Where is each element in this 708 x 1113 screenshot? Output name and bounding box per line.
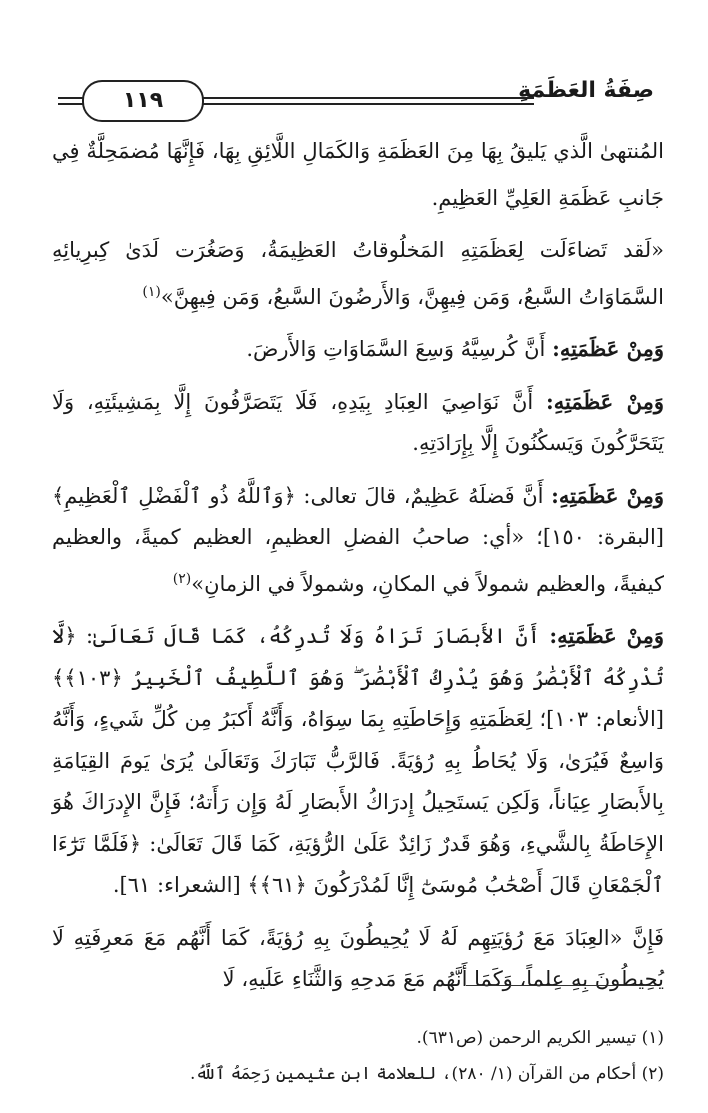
footnotes: [52, 1020, 664, 1092]
footnote: (١) تيسير الكريم الرحمن (ص٦٣١).: [416, 1028, 664, 1048]
footnote: (٢) أحكام من القرآن (١/ ٢٨٠)، للعلامة ابن عثيمين رَحِمَهُ ٱللَّهُ.: [190, 1064, 664, 1084]
section-lead: وَمِنْ عَظَمَتِهِ:: [551, 482, 664, 508]
paragraph: وَمِنْ عَظَمَتِهِ: أَنَّ فَضلَهُ عَظِيمٌ، قالَ تعالى: ﴿وَٱللَّهُ ذُو ٱلْفَضْلِ ٱلْعَظِيمِ﴾ [البقرة: ١٥٠]؛ «أي: صاحبُ الفضلِ العظيمِ، العظيم كميةً، والعظيم كيفيةً، والعظيم شمولاً في المكانِ، وشمولاً في الزمانِ»$^{(٢)}$: [52, 482, 664, 596]
footnote-separator: [466, 985, 656, 986]
paragraph: فَإِنَّ «العِبَادَ مَعَ رُؤيَتِهِم لَهُ لَا يُحِيطُونَ بِهِ رُؤيَةً، كَمَا أَنَّهُم مَعَ مَعرِفَتِهِ لَا يُحِيطُونَ بِهِ عِلماً، وَكَمَا أَنَّهُم مَعَ مَدحِهِ وَالثَّنَاءِ عَلَيهِ، لَا: [52, 925, 664, 991]
paragraph: وَمِنْ عَظَمَتِهِ: أَنَّ كُرسِيَّهُ وَسِعَ السَّمَاوَاتِ وَالأَرضَ.: [246, 336, 664, 361]
paragraph: وَمِنْ عَظَمَتِهِ: أَنَّ نَوَاصِيَ العِبَادِ بِيَدِهِ، فَلَا يَتَصَرَّفُونَ إِلَّا بِمَشِيئَتِهِ، وَلَا يَتَحَرَّكُونَ وَيَسكُنُونَ إِلَّا بِإِرَادَتِهِ.: [52, 388, 664, 455]
paragraph: المُنتهىٰ الَّذي يَليقُ بِهَا مِنَ العَظَمَةِ وَالكَمَالِ اللَّائِقِ بِهَا، فَإِنَّهَا مُضمَحِلَّةٌ فِي جَانبِ عَظَمَةِ العَلِيِّ العَظِيمِ.: [52, 139, 664, 210]
paragraph: «لَقد تَضاءَلَت لِعَظَمَتِهِ المَخلُوقاتُ العَظِيمَةُ، وَصَغُرَت لَدَىٰ كِبرِيائِهِ السَّمَاوَاتُ السَّبعُ، وَمَن فِيهِنَّ، وَالأَرضُونَ السَّبعُ، وَمَن فِيهِنَّ»$^{(١)}$: [52, 238, 664, 309]
section-lead: وَمِنْ عَظَمَتِهِ:: [545, 388, 664, 414]
page-number: ١١٩: [82, 80, 204, 122]
body-text: [52, 130, 664, 1011]
running-title: صِفَةُ العَظَمَةِ: [518, 78, 654, 103]
footnote-ref: (١): [142, 283, 161, 300]
section-lead: وَمِنْ عَظَمَتِهِ:: [549, 623, 664, 648]
page-header: [58, 78, 654, 118]
footnote-ref: (٢): [172, 570, 192, 587]
paragraph: وَمِنْ عَظَمَتِهِ: أَنَّ الأَبصَارَ تَرَاهُ وَلَا تُدرِكُهُ، كَمَا قَالَ تَعَالَىٰ: ﴿لَّا تُدْرِكُهُ ٱلْأَبْصَٰرُ وَهُوَ يُدْرِكُ ٱلْأَبْصَٰرَ ۖ وَهُوَ ٱللَّطِيفُ ٱلْخَبِيرُ ﴿١٠٣﴾﴾ [الأنعام: ١٠٣]؛ لِعَظَمَتِهِ وَإِحَاطَتِهِ بِمَا سِوَاهُ، وَأَنَّهُ أَكبَرُ مِن كُلِّ شَيءٍ، وَأَنَّهُ وَاسِعٌ فَيُرَىٰ، وَلَا يُحَاطُ بِهِ رُؤيَةً. فَالرَّبُّ تَبَارَكَ وَتَعَالَىٰ يُرَىٰ يَومَ القِيَامَةِ بِالأَبصَارِ عِيَاناً، وَلَكِن يَستَحِيلُ إِدرَاكُ الأَبصَارِ لَهُ وَإِن رَأَتهُ؛ فَإِنَّ الإِدرَاكَ هُوَ الإِحَاطَةُ بِالشَّيءِ، وَهُوَ قَدرٌ زَائِدٌ عَلَىٰ الرُّؤيَةِ، كَمَا قَالَ تَعَالَىٰ: ﴿فَلَمَّا تَرَٰٓءَا ٱلْجَمْعَانِ قَالَ أَصْحَٰبُ مُوسَىٰٓ إِنَّا لَمُدْرَكُونَ ﴿٦١﴾﴾ [الشعراء: ٦١].: [52, 623, 664, 897]
section-lead: وَمِنْ عَظَمَتِهِ:: [552, 336, 664, 361]
